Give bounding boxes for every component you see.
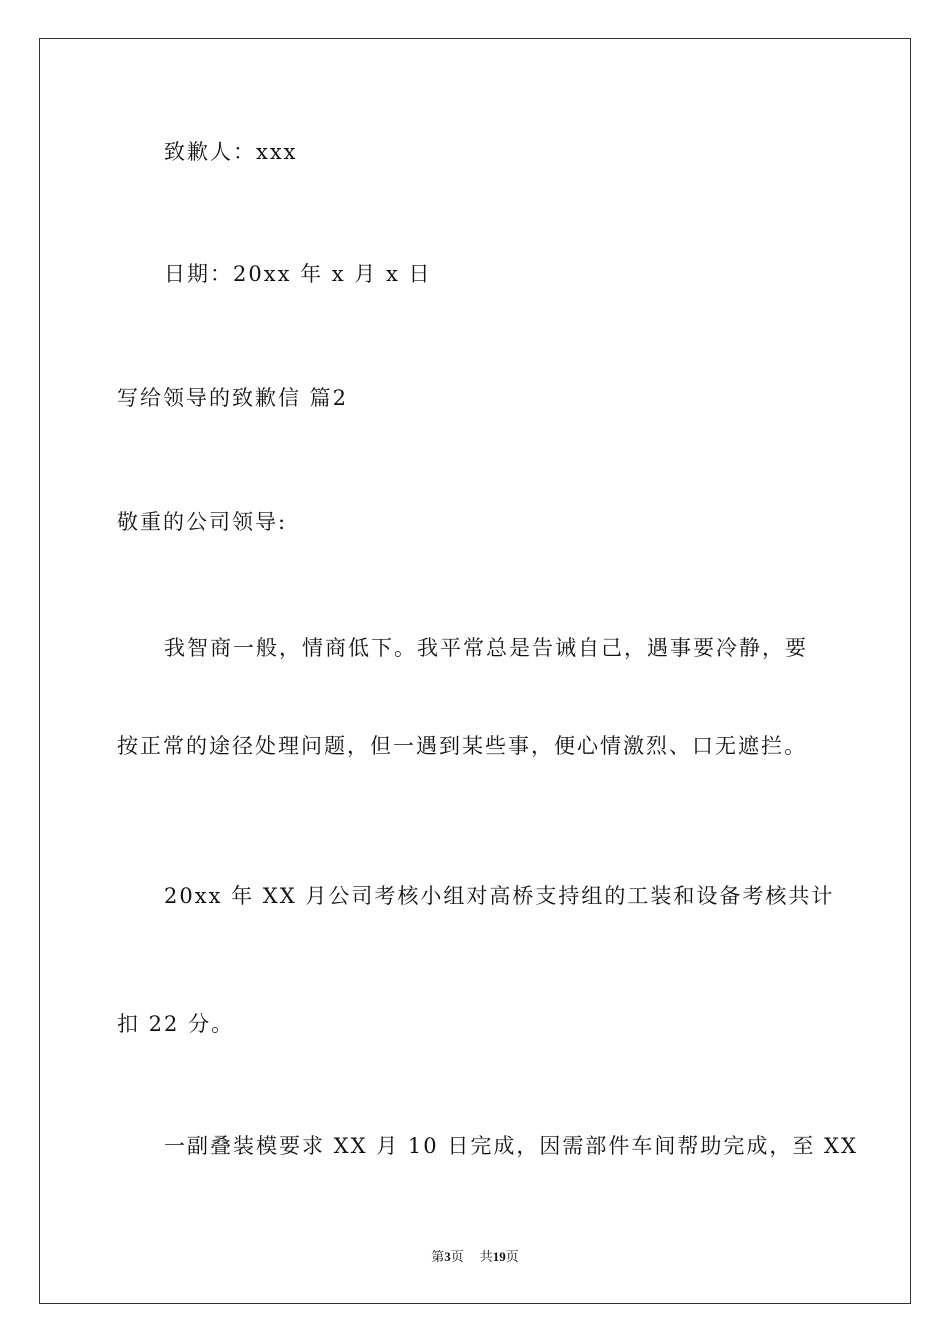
section-title: 写给领导的致歉信 篇2 xyxy=(117,386,349,410)
page-suffix: 页 xyxy=(450,1249,464,1264)
date-line: 日期：20xx 年 x 月 x 日 xyxy=(164,262,432,286)
total-pages: 19 xyxy=(492,1249,506,1264)
total-prefix: 共 xyxy=(479,1249,493,1264)
page-footer xyxy=(0,1248,950,1266)
paragraph-2-line-2: 扣 22 分。 xyxy=(117,1012,235,1036)
page-prefix: 第 xyxy=(431,1249,445,1264)
page-border xyxy=(39,38,911,1304)
page-number: 3 xyxy=(444,1249,451,1264)
paragraph-2-line-1: 20xx 年 XX 月公司考核小组对高桥支持组的工装和设备考核共计 xyxy=(164,884,835,908)
paragraph-1-line-2: 按正常的途径处理问题，但一遇到某些事，便心情激烈、口无遮拦。 xyxy=(117,734,807,758)
apologizer-line: 致歉人：xxx xyxy=(164,140,298,164)
paragraph-1-line-1: 我智商一般，情商低下。我平常总是告诫自己，遇事要冷静，要 xyxy=(164,636,808,660)
salutation: 敬重的公司领导: xyxy=(117,510,288,534)
paragraph-3-line-1: 一副叠装模要求 XX 月 10 日完成，因需部件车间帮助完成，至 XX xyxy=(164,1134,858,1158)
total-suffix: 页 xyxy=(505,1249,519,1264)
